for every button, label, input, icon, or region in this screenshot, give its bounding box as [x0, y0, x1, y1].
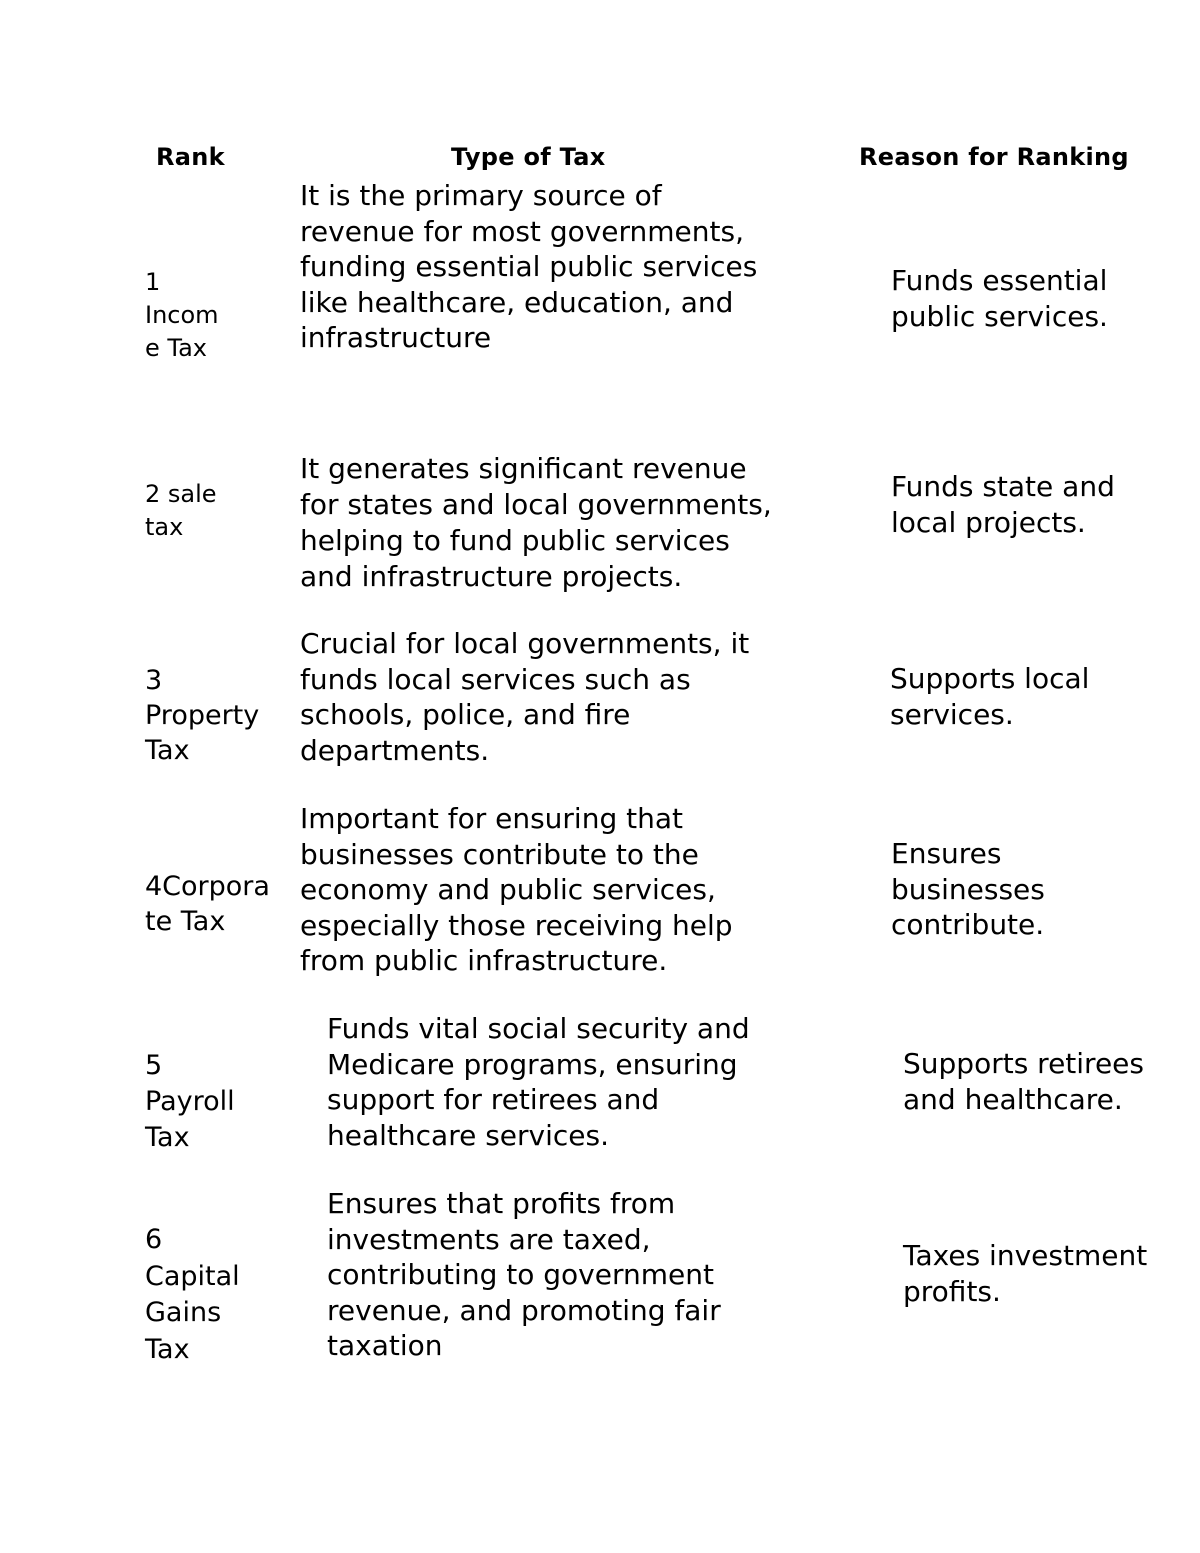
row-3-rank: 3 Property Tax: [145, 665, 260, 766]
row-5-rank: 5 Payroll Tax: [145, 1050, 235, 1153]
row-4-type-description: Important for ensuring that businesses contribute to the economy and public services, especially those receiving help from public infrastructure.: [300, 802, 733, 977]
header-reason-for-ranking: Reason for Ranking: [859, 143, 1129, 171]
row-1-rank: 1 Incom e Tax: [145, 268, 219, 362]
header-rank: Rank: [156, 143, 225, 171]
row-6-type-description: Ensures that profits from investments are taxed, contributing to government revenue, and promoting fair taxation: [327, 1187, 721, 1362]
row-2-rank: 2 sale tax: [145, 480, 217, 541]
row-1-type-description: It is the primary source of revenue for most governments, funding essential public services like healthcare, education, and infrastructure: [300, 179, 758, 354]
row-1-reason: Funds essential public services.: [891, 264, 1108, 333]
row-3-reason: Supports local services.: [890, 662, 1090, 731]
row-6-reason: Taxes investment profits.: [903, 1239, 1148, 1308]
row-5-reason: Supports retirees and healthcare.: [903, 1047, 1144, 1116]
row-2-reason: Funds state and local projects.: [891, 470, 1115, 539]
row-4-reason: Ensures businesses contribute.: [891, 837, 1045, 941]
row-3-type-description: Crucial for local governments, it funds local services such as schools, police, and fire departments.: [300, 627, 750, 767]
row-5-type-description: Funds vital social security and Medicare programs, ensuring support for retirees and healthcare services.: [327, 1012, 750, 1152]
row-4-rank: 4Corpora te Tax: [145, 871, 270, 937]
row-2-type-description: It generates significant revenue for states and local governments, helping to fund public services and infrastructure projects.: [300, 452, 772, 593]
row-6-rank: 6 Capital Gains Tax: [145, 1224, 240, 1365]
header-type-of-tax: Type of Tax: [451, 143, 606, 171]
